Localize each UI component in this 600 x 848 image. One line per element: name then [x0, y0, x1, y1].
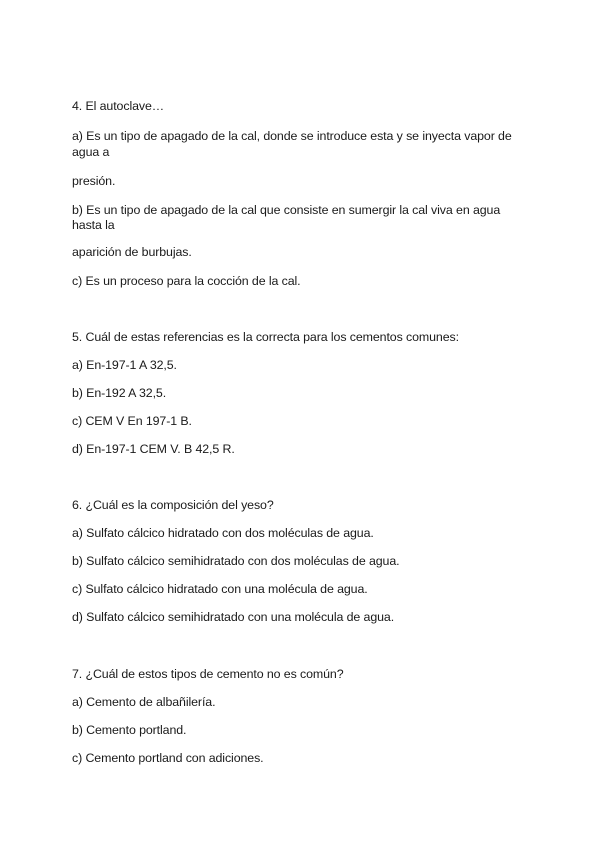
question-4-option-b-line1: b) Es un tipo de apagado de la cal que consiste en sumergir la cal viva en agua — [72, 203, 501, 217]
question-7-option-a: a) Cemento de albañilería. — [72, 695, 216, 709]
question-6-title: 6. ¿Cuál es la composición del yeso? — [72, 498, 274, 512]
question-4-option-b-continuation: aparición de burbujas. — [72, 245, 192, 259]
question-7-title: 7. ¿Cuál de estos tipos de cemento no es común? — [72, 667, 344, 681]
question-4-option-a-continuation: presión. — [72, 174, 116, 188]
question-4-option-a-line1: a) Es un tipo de apagado de la cal, donde se introduce esta y se inyecta vapor de — [72, 129, 512, 143]
question-5-option-b: b) En-192 A 32,5. — [72, 386, 167, 400]
question-6-option-c: c) Sulfato cálcico hidratado con una molécula de agua. — [72, 582, 368, 596]
question-5-option-d: d) En-197-1 CEM V. B 42,5 R. — [72, 442, 235, 456]
question-6-option-b: b) Sulfato cálcico semihidratado con dos moléculas de agua. — [72, 554, 400, 568]
question-4-option-b-line2: hasta la — [72, 218, 115, 232]
question-4-option-c: c) Es un proceso para la cocción de la cal. — [72, 274, 301, 288]
question-7-option-b: b) Cemento portland. — [72, 723, 187, 737]
question-5-option-a: a) En-197-1 A 32,5. — [72, 358, 177, 372]
question-6-option-a: a) Sulfato cálcico hidratado con dos moléculas de agua. — [72, 526, 374, 540]
question-7-option-c: c) Cemento portland con adiciones. — [72, 751, 264, 765]
question-4-option-a-line2: agua a — [72, 145, 110, 159]
question-5-option-c: c) CEM V En 197-1 B. — [72, 414, 192, 428]
question-4-title: 4. El autoclave… — [72, 99, 165, 113]
question-5-title: 5. Cuál de estas referencias es la correcta para los cementos comunes: — [72, 330, 459, 344]
question-6-option-d: d) Sulfato cálcico semihidratado con una molécula de agua. — [72, 610, 395, 624]
